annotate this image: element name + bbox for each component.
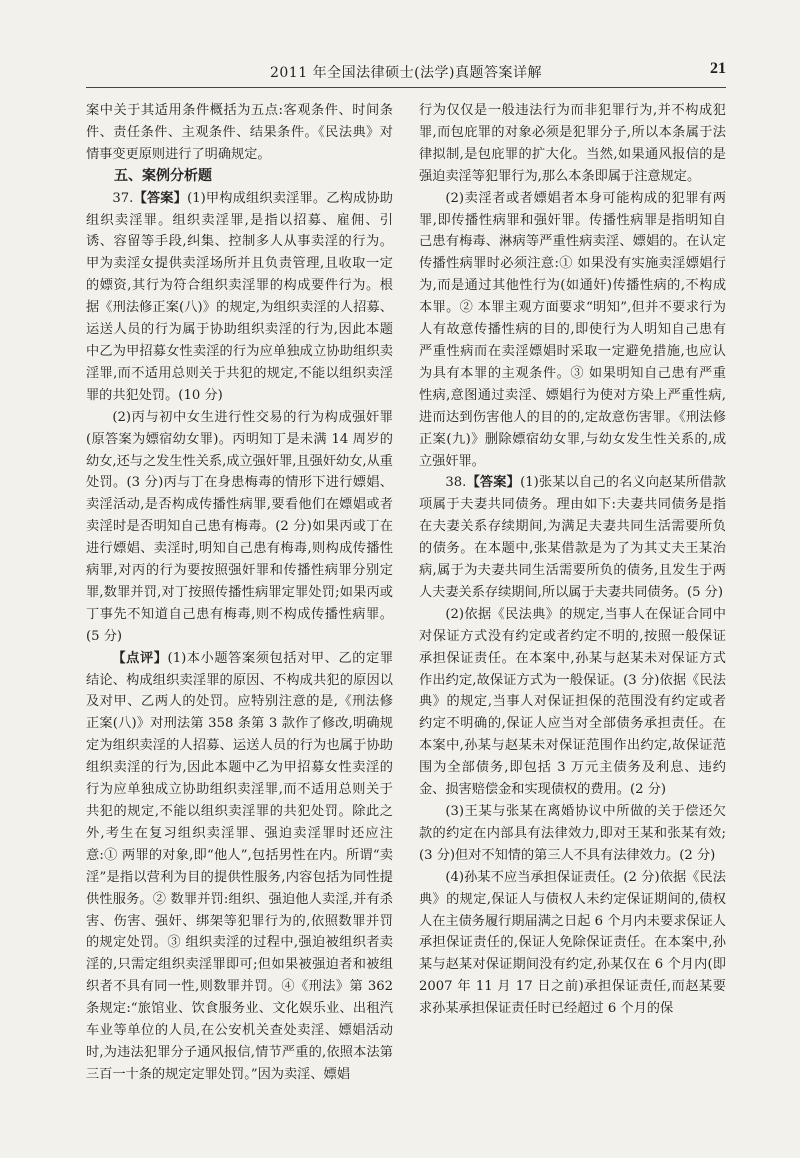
right-column (419, 100, 726, 1020)
q38-answer-paragraph-4: (4)孙某不应当承担保证责任。(2 分)依据《民法典》的规定,保证人与债权人未约定保证期间的,债权人在主债务履行期届满之日起 6 个月内未要求保证人承担保证责任的,保证人免除保证责任。在本案中,孙某与赵某对保证期间没有约定,孙某仅在 6 个月内(即 2007 年 11 月 17 日之前)承担保证责任,而赵某要求孙某承担保证责任时已经超过 6 个月的保 (419, 869, 726, 1017)
header-title: 2011 年全国法律硕士(法学)真题答案详解 (269, 65, 542, 81)
q37-answer-paragraph-2: (2)丙与初中女生进行性交易的行为构成强奸罪(原答案为嫖宿幼女罪)。丙明知丁是未满 14 周岁的幼女,还与之发生性关系,成立强奸罪,且强奸幼女,从重处罚。(3 分)丙与丁在身患梅毒的情形下进行嫖娼、卖淫活动,是否构成传播性病罪,要看他们在嫖娼或者卖淫时是否明知自己患有梅毒。(2 分)如果丙或丁在进行嫖娼、卖淫时,明知自己患有梅毒,则构成传播性病罪,对丙的行为要按照强奸罪和传播性病罪分别定罪,数罪并罚,对丁按照传播性病罪定罪处罚;如果丙或丁事先不知道自己患有梅毒,则不构成传播性病罪。(5 分) (86, 409, 393, 644)
q38-answer-paragraph-1 (419, 472, 726, 603)
q37-answer-label: 【答案】 (133, 190, 188, 206)
q38-answer-label: 【答案】 (466, 475, 521, 491)
comment-text: (1)本小题答案须包括对甲、乙的定罪结论、构成组织卖淫罪的原因、不构成共犯的原因以及对甲、乙两人的处罚。应特别注意的是,《刑法修正案(八)》对刑法第 358 条第 3 款作了修改,明确规定为组织卖淫的人招募、运送人员的行为也属于协助组织卖淫的行为,因此本题中乙为甲招募女性卖淫的行为应单独成立协助组织卖淫罪,而不适用总则关于共犯的规定,不能以组织卖淫罪的共犯处罚。除此之外,考生在复习组织卖淫罪、强迫卖淫罪时还应注意:① 两罪的对象,即“他人”,包括男性在内。所谓“卖淫”是指以营利为目的提供性服务,内容包括为同性提供性服务。② 数罪并罚:组织、强迫他人卖淫,并有杀害、伤害、强奸、绑架等犯罪行为的,依照数罪并罚的规定处罚。③ 组织卖淫的过程中,强迫被组织者卖淫的,只需定组织卖淫罪即可;但如果被强迫者和被组织者不具有同一性,则数罪并罚。④《刑法》第 362 条规定:“旅馆业、饮食服务业、文化娱乐业、出租汽车业等单位的人员,在公安机关查处卖淫、嫖娼活动时,为违法犯罪分子通风报信,情节严重的,依照本法第三百一十条的规定定罪处罚。”因为卖淫、嫖娼 (86, 650, 394, 1082)
q37-answer-paragraph-1 (86, 188, 393, 407)
section-heading: 五、案例分析题 (114, 167, 212, 184)
q38-number: 38. (445, 475, 467, 491)
q37-comment-paragraph (86, 648, 393, 1086)
running-header (86, 62, 726, 86)
q37-number: 37. (112, 190, 134, 206)
header-rule (86, 87, 726, 88)
q37-answer-text: (1)甲构成组织卖淫罪。乙构成协助组织卖淫罪。组织卖淫罪,是指以招募、雇佣、引诱、容留等手段,纠集、控制多人从事卖淫的行为。甲为卖淫女提供卖淫场所并且负责管理,且收取一定的嫖资,其行为符合组织卖淫罪的构成要件行为。根据《刑法修正案(八)》的规定,为组织卖淫的人招募、运送人员的行为属于协助组织卖淫的行为,因此本题中乙为甲招募女性卖淫的行为应单独成立协助组织卖淫罪,而不适用总则关于共犯的规定,不能以组织卖淫罪的共犯处罚。(10 分) (86, 190, 393, 403)
page-number: 21 (710, 60, 726, 77)
q38-answer-paragraph-2: (2)依据《民法典》的规定,当事人在保证合同中对保证方式没有约定或者约定不明的,按照一般保证承担保证责任。在本案中,孙某与赵某未对保证方式作出约定,故保证方式为一般保证。(3 分)依据《民法典》的规定,当事人对保证担保的范围没有约定或者约定不明确的,保证人应当对全部债务承担责任。在本案中,孙某与赵某未对保证范围作出约定,故保证范围为全部债务,即包括 3 万元主债务及利息、违约金、损害赔偿金和实现债权的费用。(2 分) (419, 606, 726, 798)
intro-paragraph: 案中关于其适用条件概括为五点:客观条件、时间条件、责任条件、主观条件、结果条件。《民法典》对情事变更原则进行了明确规定。 (86, 103, 393, 162)
comment-paragraph-2: (2)卖淫者或者嫖娼者本身可能构成的犯罪有两罪,即传播性病罪和强奸罪。传播性病罪是指明知自己患有梅毒、淋病等严重性病卖淫、嫖娼的。在认定传播性病罪时必须注意:① 如果没有实施卖淫嫖娼行为,而是通过其他性行为(如通奸)传播性病的,不构成本罪。② 本罪主观方面要求“明知”,但并不要求行为人有故意传播性病的目的,即使行为人明知自己患有严重性病而在卖淫嫖娼时采取一定避免措施,也应认为具有本罪的主观条件。③ 如果明知自己患有严重性病,意图通过卖淫、嫖娼行为使对方染上严重性病,进而达到伤害他人的目的的,定故意伤害罪。《刑法修正案(九)》删除嫖宿幼女罪,与幼女发生性关系的,成立强奸罪。 (419, 190, 726, 469)
comment-continuation: 行为仅仅是一般违法行为而非犯罪行为,并不构成犯罪,而包庇罪的对象必须是犯罪分子,所以本条属于法律拟制,是包庇罪的扩大化。当然,如果通风报信的是强迫卖淫等犯罪行为,那么本条即属于注意规定。 (419, 103, 726, 184)
q38-answer-paragraph-3: (3)王某与张某在离婚协议中所做的关于偿还欠款的约定在内部具有法律效力,即对王某和张某有效;(3 分)但对不知情的第三人不具有法律效力。(2 分) (419, 804, 726, 863)
left-column (86, 100, 393, 1086)
q38-answer-text: (1)张某以自己的名义向赵某所借款项属于夫妻共同债务。理由如下:夫妻共同债务是指在夫妻关系存续期间,为满足夫妻共同生活需要所负的债务。在本题中,张某借款是为了为其丈夫王某治病,属于为夫妻共同生活需要所负的债务,且发生于两人夫妻关系存续期间,所以属于夫妻共同债务。(5 分) (419, 475, 726, 600)
comment-label: 【点评】 (112, 650, 168, 666)
